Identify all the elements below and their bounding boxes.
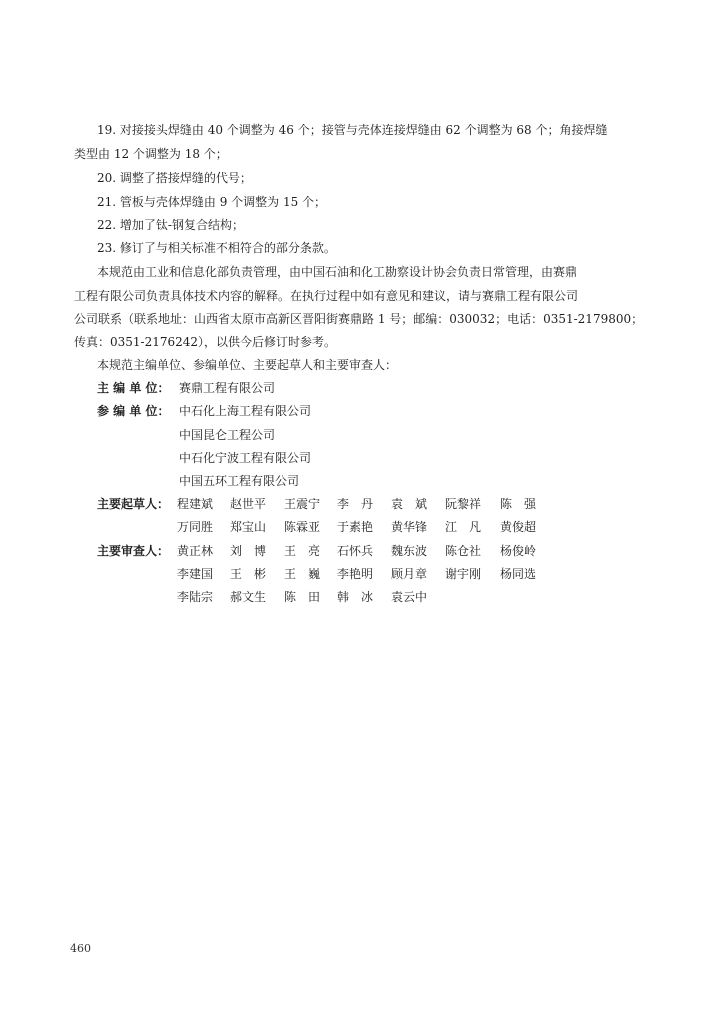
- item-19-line-1: 19. 对接接头焊缝由 40 个调整为 46 个；接管与壳体连接焊缝由 62 个调整为 68 个；角接焊缝: [97, 123, 608, 137]
- drafter-name: 李 丹: [337, 497, 374, 511]
- drafter-name: 王震宁: [284, 497, 321, 511]
- drafter-name: 程建斌: [177, 497, 214, 511]
- drafter-name: 黄俊超: [500, 520, 537, 534]
- participating-unit: 中国五环工程有限公司: [179, 474, 300, 488]
- participating-unit: 中石化上海工程有限公司: [179, 404, 312, 418]
- participating-unit: 中国昆仑工程公司: [179, 428, 276, 442]
- drafter-name: 江 凡: [445, 520, 482, 534]
- management-line-1: 本规范由工业和信息化部负责管理，由中国石油和化工勘察设计协会负责日常管理，由赛鼎: [97, 265, 578, 279]
- drafter-name: 黄华锋: [391, 520, 428, 534]
- page-number: 460: [70, 942, 91, 955]
- participating-label: 参 编 单 位：: [97, 404, 170, 418]
- item-19-line-2: 类型由 12 个调整为 18 个；: [74, 147, 228, 161]
- reviewer-name: 韩 冰: [337, 590, 374, 604]
- reviewer-name: 顾月章: [391, 567, 428, 581]
- reviewer-name: 石怀兵: [337, 544, 374, 558]
- chief-unit-label: 主 编 单 位：: [97, 381, 170, 395]
- reviewer-name: 杨同选: [500, 567, 537, 581]
- drafter-name: 袁 斌: [391, 497, 428, 511]
- reviewer-name: 袁云中: [391, 590, 428, 604]
- management-line-3: 公司联系（联系地址：山西省太原市高新区晋阳街赛鼎路 1 号；邮编：030032；电话：0351-2179800；: [74, 312, 644, 326]
- drafter-name: 陈霖亚: [284, 520, 321, 534]
- drafter-name: 郑宝山: [230, 520, 267, 534]
- drafter-name: 赵世平: [230, 497, 267, 511]
- reviewer-name: 谢宇刚: [445, 567, 482, 581]
- item-22: 22. 增加了钛-钢复合结构；: [97, 218, 244, 232]
- chief-unit: 赛鼎工程有限公司: [179, 381, 276, 395]
- reviewer-name: 王 彬: [230, 567, 267, 581]
- reviewer-name: 郝文生: [230, 590, 267, 604]
- drafter-name: 于素艳: [337, 520, 374, 534]
- item-20: 20. 调整了搭接焊缝的代号；: [97, 171, 252, 185]
- drafter-name: 万同胜: [177, 520, 214, 534]
- reviewer-name: 陈 田: [284, 590, 321, 604]
- reviewer-name: 李艳明: [337, 567, 374, 581]
- item-21: 21. 管板与壳体焊缝由 9 个调整为 15 个；: [97, 195, 327, 209]
- reviewer-name: 王 亮: [284, 544, 321, 558]
- management-line-4: 传真：0351-2176242），以供今后修订时参考。: [74, 335, 337, 349]
- reviewer-name: 王 巍: [284, 567, 321, 581]
- management-line-2: 工程有限公司负责具体技术内容的解释。在执行过程中如有意见和建议，请与赛鼎工程有限公司: [74, 289, 579, 303]
- reviewer-name: 李建国: [177, 567, 214, 581]
- item-23: 23. 修订了与相关标准不相符合的部分条款。: [97, 241, 336, 255]
- reviewer-name: 魏东波: [391, 544, 428, 558]
- reviewer-name: 杨俊岭: [500, 544, 537, 558]
- reviewer-name: 黄正林: [177, 544, 214, 558]
- reviewer-name: 李陆宗: [177, 590, 214, 604]
- drafter-name: 陈 强: [500, 497, 537, 511]
- units-intro: 本规范主编单位、参编单位、主要起草人和主要审查人：: [97, 358, 398, 372]
- participating-unit: 中石化宁波工程有限公司: [179, 451, 312, 465]
- drafters-label: 主要起草人：: [97, 497, 170, 511]
- drafter-name: 阮黎祥: [445, 497, 482, 511]
- reviewers-label: 主要审查人：: [97, 544, 170, 558]
- reviewer-name: 陈仓社: [445, 544, 482, 558]
- reviewer-name: 刘 博: [230, 544, 267, 558]
